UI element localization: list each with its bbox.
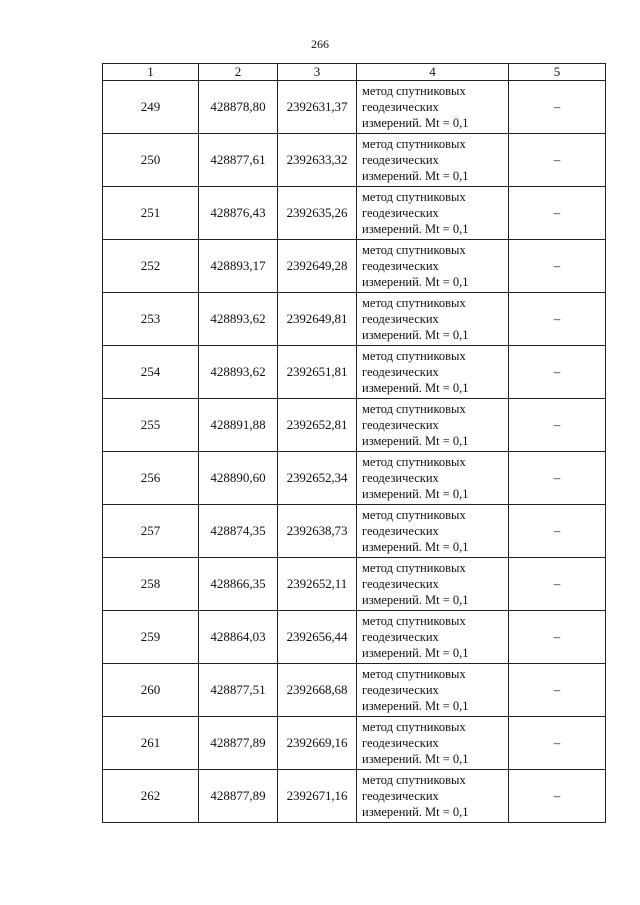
point-number-cell: 249	[103, 81, 199, 134]
method-text-line: измерений. Mt = 0,1	[362, 328, 469, 342]
note-cell: –	[509, 293, 606, 346]
note-cell: –	[509, 240, 606, 293]
table-row	[103, 187, 606, 240]
point-number-cell: 262	[103, 770, 199, 823]
method-text-line: геодезических	[362, 524, 439, 538]
method-text-line: геодезических	[362, 683, 439, 697]
x-coordinate-cell: 428877,89	[199, 770, 278, 823]
point-number-cell: 254	[103, 346, 199, 399]
method-text-line: геодезических	[362, 577, 439, 591]
x-coordinate-cell: 428893,62	[199, 293, 278, 346]
point-number-cell: 257	[103, 505, 199, 558]
point-number-cell: 258	[103, 558, 199, 611]
note-cell: –	[509, 187, 606, 240]
method-text-line: геодезических	[362, 206, 439, 220]
point-number-cell: 252	[103, 240, 199, 293]
page-number: 266	[311, 37, 329, 51]
table-row	[103, 346, 606, 399]
coordinates-table	[102, 63, 606, 823]
y-coordinate-cell: 2392669,16	[278, 717, 357, 770]
note-cell: –	[509, 611, 606, 664]
method-text-line: метод спутниковых	[362, 667, 466, 681]
note-cell: –	[509, 664, 606, 717]
method-text-line: геодезических	[362, 259, 439, 273]
column-header: 1	[103, 64, 199, 81]
method-text-line: метод спутниковых	[362, 455, 466, 469]
y-coordinate-cell: 2392638,73	[278, 505, 357, 558]
point-number-cell: 251	[103, 187, 199, 240]
method-cell	[357, 611, 509, 664]
method-text-line: метод спутниковых	[362, 349, 466, 363]
note-cell: –	[509, 346, 606, 399]
point-number-cell: 253	[103, 293, 199, 346]
note-cell: –	[509, 770, 606, 823]
column-header: 5	[509, 64, 606, 81]
table-row	[103, 399, 606, 452]
y-coordinate-cell: 2392671,16	[278, 770, 357, 823]
method-text-line: метод спутниковых	[362, 84, 466, 98]
method-text-line: измерений. Mt = 0,1	[362, 805, 469, 819]
table-row	[103, 717, 606, 770]
x-coordinate-cell: 428877,89	[199, 717, 278, 770]
method-cell	[357, 293, 509, 346]
y-coordinate-cell: 2392652,34	[278, 452, 357, 505]
method-text-line: геодезических	[362, 312, 439, 326]
method-text-line: измерений. Mt = 0,1	[362, 434, 469, 448]
method-text-line: измерений. Mt = 0,1	[362, 381, 469, 395]
method-cell	[357, 717, 509, 770]
method-text-line: геодезических	[362, 418, 439, 432]
table-row	[103, 134, 606, 187]
method-text-line: метод спутниковых	[362, 243, 466, 257]
method-text-line: геодезических	[362, 365, 439, 379]
x-coordinate-cell: 428877,51	[199, 664, 278, 717]
method-cell	[357, 770, 509, 823]
y-coordinate-cell: 2392633,32	[278, 134, 357, 187]
method-text-line: геодезических	[362, 630, 439, 644]
method-cell	[357, 558, 509, 611]
method-cell	[357, 240, 509, 293]
table-row	[103, 293, 606, 346]
method-cell	[357, 399, 509, 452]
x-coordinate-cell: 428874,35	[199, 505, 278, 558]
note-cell: –	[509, 134, 606, 187]
note-cell: –	[509, 81, 606, 134]
x-coordinate-cell: 428878,80	[199, 81, 278, 134]
method-text-line: геодезических	[362, 789, 439, 803]
method-text-line: измерений. Mt = 0,1	[362, 752, 469, 766]
method-cell	[357, 187, 509, 240]
method-text-line: метод спутниковых	[362, 561, 466, 575]
point-number-cell: 259	[103, 611, 199, 664]
note-cell: –	[509, 399, 606, 452]
method-text-line: метод спутниковых	[362, 402, 466, 416]
table-row	[103, 240, 606, 293]
point-number-cell: 256	[103, 452, 199, 505]
method-text-line: геодезических	[362, 471, 439, 485]
method-text-line: измерений. Mt = 0,1	[362, 222, 469, 236]
table-body	[103, 64, 606, 823]
y-coordinate-cell: 2392635,26	[278, 187, 357, 240]
x-coordinate-cell: 428893,17	[199, 240, 278, 293]
table-row	[103, 611, 606, 664]
point-number-cell: 261	[103, 717, 199, 770]
method-text-line: метод спутниковых	[362, 614, 466, 628]
method-text-line: измерений. Mt = 0,1	[362, 540, 469, 554]
method-text-line: геодезических	[362, 736, 439, 750]
y-coordinate-cell: 2392649,81	[278, 293, 357, 346]
table-row	[103, 664, 606, 717]
x-coordinate-cell: 428864,03	[199, 611, 278, 664]
table-row	[103, 452, 606, 505]
method-cell	[357, 346, 509, 399]
method-text-line: измерений. Mt = 0,1	[362, 275, 469, 289]
x-coordinate-cell: 428877,61	[199, 134, 278, 187]
point-number-cell: 250	[103, 134, 199, 187]
table-row	[103, 505, 606, 558]
y-coordinate-cell: 2392652,11	[278, 558, 357, 611]
method-text-line: измерений. Mt = 0,1	[362, 169, 469, 183]
method-text-line: геодезических	[362, 153, 439, 167]
column-header: 4	[357, 64, 509, 81]
point-number-cell: 255	[103, 399, 199, 452]
method-cell	[357, 452, 509, 505]
method-text-line: метод спутниковых	[362, 190, 466, 204]
x-coordinate-cell: 428891,88	[199, 399, 278, 452]
method-text-line: измерений. Mt = 0,1	[362, 593, 469, 607]
method-text-line: измерений. Mt = 0,1	[362, 646, 469, 660]
table-header-row	[103, 64, 606, 81]
note-cell: –	[509, 505, 606, 558]
x-coordinate-cell: 428866,35	[199, 558, 278, 611]
point-number-cell: 260	[103, 664, 199, 717]
table-row	[103, 770, 606, 823]
y-coordinate-cell: 2392649,28	[278, 240, 357, 293]
method-cell	[357, 81, 509, 134]
method-cell	[357, 134, 509, 187]
y-coordinate-cell: 2392668,68	[278, 664, 357, 717]
method-text-line: метод спутниковых	[362, 720, 466, 734]
note-cell: –	[509, 452, 606, 505]
x-coordinate-cell: 428876,43	[199, 187, 278, 240]
y-coordinate-cell: 2392631,37	[278, 81, 357, 134]
method-text-line: метод спутниковых	[362, 137, 466, 151]
table-row	[103, 81, 606, 134]
column-header: 3	[278, 64, 357, 81]
x-coordinate-cell: 428890,60	[199, 452, 278, 505]
method-cell	[357, 505, 509, 558]
method-text-line: измерений. Mt = 0,1	[362, 116, 469, 130]
y-coordinate-cell: 2392656,44	[278, 611, 357, 664]
note-cell: –	[509, 717, 606, 770]
x-coordinate-cell: 428893,62	[199, 346, 278, 399]
method-text-line: метод спутниковых	[362, 773, 466, 787]
method-text-line: геодезических	[362, 100, 439, 114]
method-text-line: метод спутниковых	[362, 296, 466, 310]
column-header: 2	[199, 64, 278, 81]
method-text-line: метод спутниковых	[362, 508, 466, 522]
y-coordinate-cell: 2392651,81	[278, 346, 357, 399]
method-text-line: измерений. Mt = 0,1	[362, 699, 469, 713]
method-text-line: измерений. Mt = 0,1	[362, 487, 469, 501]
table-row	[103, 558, 606, 611]
note-cell: –	[509, 558, 606, 611]
y-coordinate-cell: 2392652,81	[278, 399, 357, 452]
method-cell	[357, 664, 509, 717]
